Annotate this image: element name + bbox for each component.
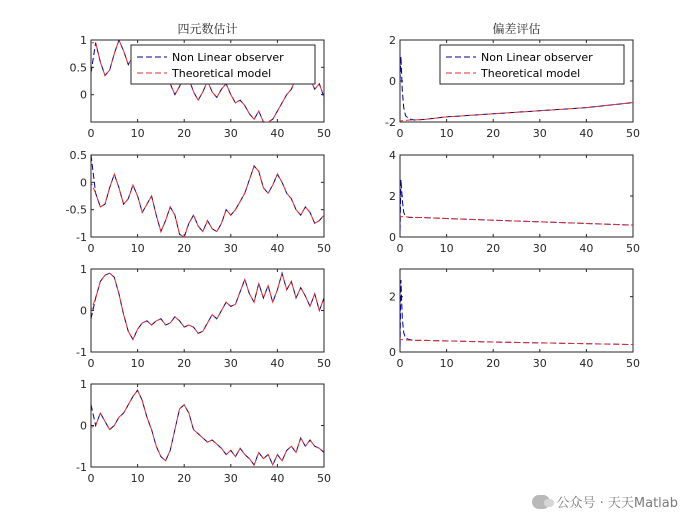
x-tick-label: 20	[486, 127, 501, 140]
x-tick-label: 10	[439, 242, 454, 255]
wechat-icon	[532, 495, 550, 509]
y-tick-label: 1	[80, 34, 87, 47]
axes-box	[91, 384, 324, 467]
y-tick-label: 2	[389, 190, 396, 203]
y-tick-label: 0	[389, 346, 396, 359]
y-tick-label: -1	[76, 461, 87, 474]
x-tick-label: 10	[130, 127, 145, 140]
x-tick-label: 30	[532, 242, 547, 255]
axes-box	[91, 269, 324, 352]
x-tick-label: 10	[439, 127, 454, 140]
subplot-left-2	[66, 149, 331, 255]
x-tick-label: 40	[270, 127, 285, 140]
subplot-right-3	[389, 269, 640, 370]
y-tick-label: 0	[80, 419, 87, 433]
x-tick-label: 50	[626, 127, 640, 140]
x-tick-label: 0	[396, 357, 404, 370]
legend-label: Theoretical model	[481, 67, 581, 80]
watermark-text: 公众号 · 天天Matlab	[556, 496, 678, 511]
y-tick-label: 0	[80, 88, 87, 102]
x-tick-label: 40	[579, 357, 594, 370]
x-tick-label: 20	[486, 242, 501, 255]
x-tick-label: 30	[532, 357, 547, 370]
x-tick-label: 0	[396, 127, 404, 140]
subplot-left-4	[76, 378, 331, 485]
x-tick-label: 20	[177, 127, 192, 140]
y-tick-label: 1	[80, 263, 87, 276]
x-tick-label: 10	[130, 242, 145, 255]
y-tick-label: 0.5	[69, 61, 87, 75]
y-tick-label: 0	[80, 176, 87, 190]
x-tick-label: 50	[317, 357, 331, 370]
x-tick-label: 0	[87, 242, 95, 255]
subplot-title: 偏差评估	[492, 22, 541, 36]
legend-label: Theoretical model	[172, 67, 272, 80]
axes-box	[400, 155, 633, 237]
subplot-right-2	[389, 149, 640, 255]
x-tick-label: 30	[532, 127, 547, 140]
watermark	[532, 492, 678, 511]
y-tick-label: 2	[389, 34, 396, 47]
x-tick-label: 50	[317, 472, 331, 485]
x-tick-label: 0	[87, 472, 95, 485]
y-tick-label: -2	[385, 116, 396, 129]
x-tick-label: 20	[177, 472, 192, 485]
x-tick-label: 10	[439, 357, 454, 370]
x-tick-label: 50	[626, 357, 640, 370]
x-tick-label: 40	[270, 242, 285, 255]
x-tick-label: 10	[130, 357, 145, 370]
x-tick-label: 0	[87, 127, 95, 140]
y-tick-label: -0.5	[65, 203, 87, 217]
x-tick-label: 20	[486, 357, 501, 370]
y-tick-label: -1	[76, 231, 87, 244]
legend-label: Non Linear observer	[481, 51, 593, 64]
x-tick-label: 50	[317, 242, 331, 255]
subplot-left-3	[76, 263, 331, 370]
y-tick-label: 2	[389, 290, 396, 304]
y-tick-label: 0.5	[69, 149, 87, 162]
y-tick-label: -1	[76, 346, 87, 359]
x-tick-label: 30	[223, 127, 238, 140]
x-tick-label: 50	[317, 127, 331, 140]
subplot-right-1	[385, 21, 640, 140]
x-tick-label: 40	[579, 127, 594, 140]
y-tick-label: 1	[80, 378, 87, 391]
x-tick-label: 30	[223, 472, 238, 485]
x-tick-label: 0	[396, 242, 404, 255]
y-tick-label: 0	[80, 304, 87, 318]
legend	[131, 45, 315, 84]
y-tick-label: 0	[389, 231, 396, 244]
subplot-left-1	[70, 21, 332, 140]
axes-box	[400, 269, 633, 352]
x-tick-label: 50	[626, 242, 640, 255]
x-tick-label: 0	[87, 357, 95, 370]
x-tick-label: 30	[223, 242, 238, 255]
x-tick-label: 10	[130, 472, 145, 485]
x-tick-label: 20	[177, 242, 192, 255]
x-tick-label: 30	[223, 357, 238, 370]
x-tick-label: 40	[270, 472, 285, 485]
legend-label: Non Linear observer	[172, 51, 284, 64]
y-tick-label: 0	[389, 75, 396, 88]
x-tick-label: 40	[270, 357, 285, 370]
x-tick-label: 20	[177, 357, 192, 370]
x-tick-label: 40	[579, 242, 594, 255]
y-tick-label: 4	[389, 149, 396, 162]
legend	[440, 45, 624, 84]
subplot-title: 四元数估计	[177, 22, 238, 36]
